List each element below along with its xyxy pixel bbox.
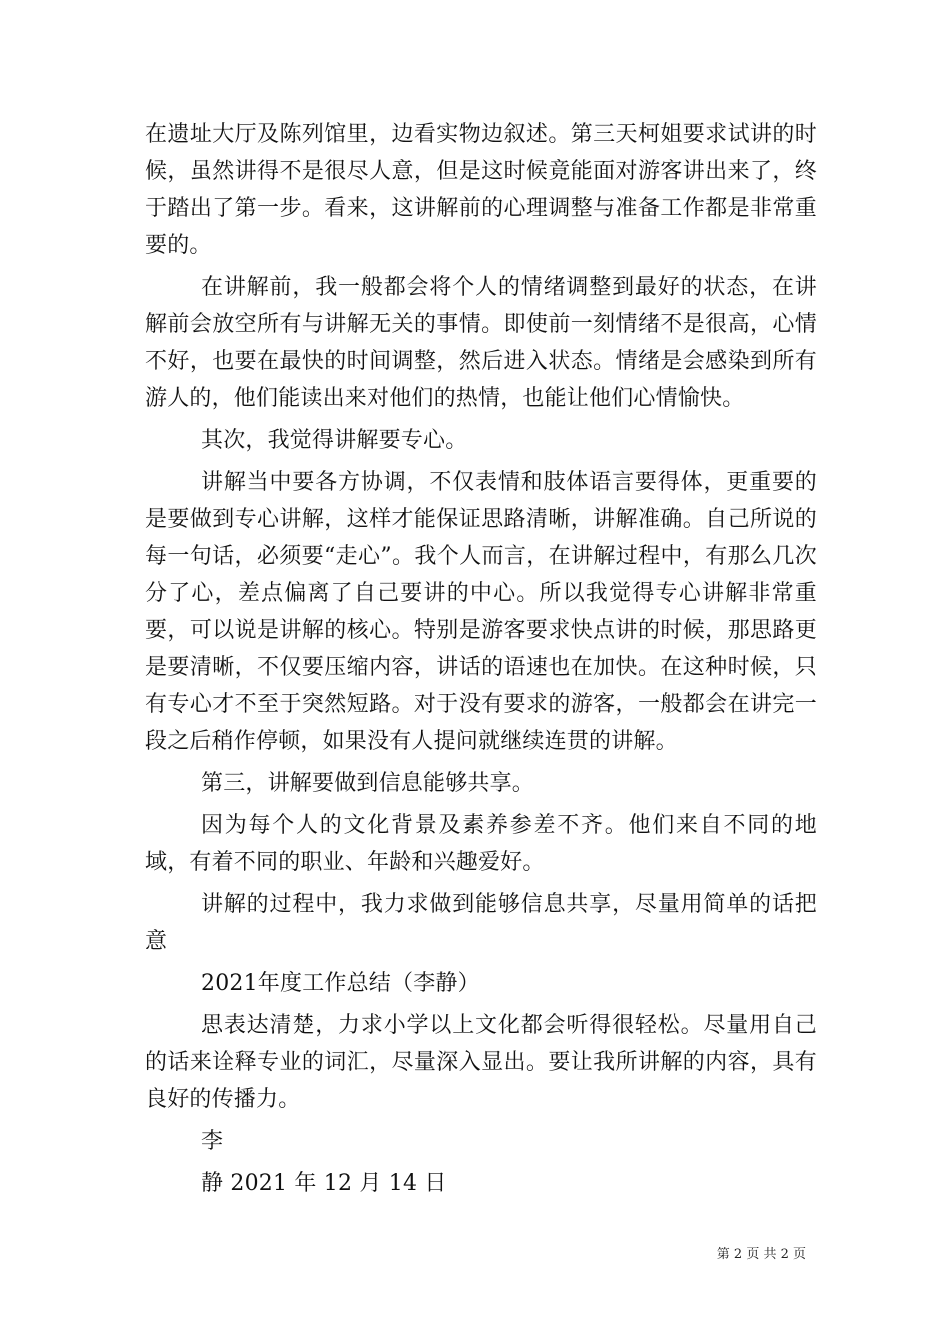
paragraph-sharing: 讲解的过程中，我力求做到能够信息共享，尽量用简单的话把意 [145,892,817,954]
paragraph-third-point: 第三，讲解要做到信息能够共享。 [201,771,535,796]
document-body [145,116,817,1202]
paragraph-expression: 思表达清楚，力求小学以上文化都会听得很轻松。尽量用自己的话来诠释专业的词汇，尽量深入显出。要让我所讲解的内容，具有良好的传播力。 [145,1013,817,1112]
page-number: 第 2 页 共 2 页 [716,1247,806,1262]
signature-surname: 李 [201,1129,224,1154]
signature-date: 静 2021 年 12 月 14 日 [201,1171,447,1196]
paragraph-continuation: 在遗址大厅及陈列馆里，边看实物边叙述。第三天柯姐要求试讲的时候，虽然讲得不是很尽人意，但是这时候竟能面对游客讲出来了，终于踏出了第一步。看来，这讲解前的心理调整与准备工作都是非常重要的。 [145,122,817,258]
paragraph-mood-adjustment: 在讲解前，我一般都会将个人的情绪调整到最好的状态，在讲解前会放空所有与讲解无关的事情。即使前一刻情绪不是很高，心情不好，也要在最快的时间调整，然后进入状态。情绪是会感染到所有游人的，他们能读出来对他们的热情，也能让他们心情愉快。 [145,275,817,411]
document-subtitle: 2021年度工作总结（李静） [201,971,480,996]
paragraph-second-point: 其次，我觉得讲解要专心。 [201,428,468,453]
paragraph-background: 因为每个人的文化背景及素养参差不齐。他们来自不同的地域，有着不同的职业、年龄和兴趣爱好。 [145,813,817,875]
paragraph-focus: 讲解当中要各方协调，不仅表情和肢体语言要得体，更重要的是要做到专心讲解，这样才能保证思路清晰，讲解准确。自己所说的每一句话，必须要“走心”。我个人而言，在讲解过程中，有那么几次分了心，差点偏离了自己要讲的中心。所以我觉得专心讲解非常重要，可以说是讲解的核心。特别是游客要求快点讲的时候，那思路更是要清晰，不仅要压缩内容，讲话的语速也在加快。在这种时候，只有专心才不至于突然短路。对于没有要求的游客，一般都会在讲完一段之后稍作停顿，如果没有人提问就继续连贯的讲解。 [145,470,817,754]
